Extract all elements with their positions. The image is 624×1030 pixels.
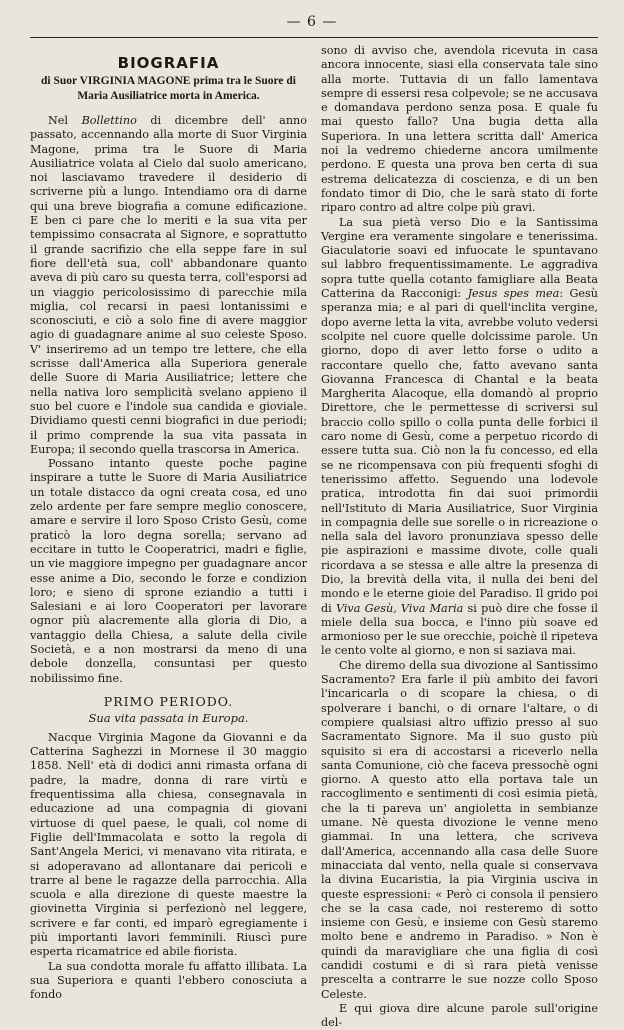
purpose-paragraph: Possano intanto queste poche pagine inspirare a tutte le Suore di Maria Ausiliatrice un totale distacco da ogni creata cosa, ed uno zelo ardente per fare sempre meglio conoscere, amare e servire il loro Sposo Cristo Gesù, come praticò la loro degna sorella; servano ad eccitare in tutto le Cooperatrici, madri e figlie, un vie maggiore impegno per guadagnare ancor esse anime a Dio, secondo le forze e condizion loro; e sieno di sprone eziandio a tutti i Salesiani e ai loro Cooperatori per lavorare ognor più alacremente alla gloria di Dio, a vantaggio della Chiesa, a salute della civile Società, e a non mostrarsi da meno di una debole donzella, consuntasi per questo nobilissimo fine. bbox=[30, 457, 307, 685]
piety-paragraph: La sua pietà verso Dio e la Santissima Vergine era veramente singolare e tenerissima. Giaculatorie soavi ed infuocate le spuntavano sul labbro frequentissimamente. Le aggradiva sopra tutte quella cotanto famigliare alla Beata Catterina da Racconigi: Jesus spes mea: Gesù speranza mia; e al pari di quell'inclita vergine, dopo averne letta la vita, avrebbe voluto vedersi scolpite nel cuore quelle dolcissime parole. Un giorno, dopo di aver letto forse o udito a raccontare quello che, fatto avevano santa Giovanna Francesca di Chantal e la beata Margherita Alacoque, ella domandò al proprio Direttore, che le permettesse di scriversi sul braccio collo spillo o colla punta delle forbici il caro nome di Gesù, come a perpetuo ricordo di essere tutta sua. Ciò non la fu concesso, ed ella se ne ricompensava con più frequenti sfoghi di tenerissimo affetto. Seguendo una lodevole pratica, introdotta fin dai suoi primordii nell'Istituto di Maria Ausiliatrice, Suor Virginia in compagnia delle sue sorelle o in ricreazione o nella sala del lavoro pronunziava spesso delle pie aspirazioni e massime divote, colle quali ricordava a se stessa e alle altre la presenza di Dio, la brevità della vita, il nulla dei beni del mondo e le eterne gioie del Paradiso. Il grido poi di Viva Gesù, Viva Maria si può dire che fosse il miele della sua bocca, e l'inno più soave ed armonioso per le sue orecchie, poichè il ripeteva le cento volte al giorno, e non si saziava mai. bbox=[321, 215, 598, 658]
birth-paragraph: Nacque Virginia Magone da Giovanni e da Catterina Saghezzi in Mornese il 30 maggio 1858. Nell' età di dodici anni rimasta orfana di padre, la madre, donna di rare virtù e frequentissima alla chiesa, consegnavala in educazione ad una compagnia di giovani virtuose di quel paese, le quali, col nome di Figlie dell'Immacolata e sotto la regola di Sant'Angela Merici, vi menavano vita ritirata, e si adoperavano ad allontanare dai pericoli e trarre al bene le ragazze della parrocchia. Alla scuola e alla direzione di queste maestre la giovinetta Virginia si perfezionò nel leggere, scrivere e far conti, ed imparò egregiamente i più importanti lavori femminili. Riuscì pure esperta ricamatrice ed abile fiorista. bbox=[30, 730, 307, 959]
acclamation: Viva Gesù, Viva Maria bbox=[335, 601, 464, 615]
right-column bbox=[321, 44, 598, 1030]
latin-motto: Jesus spes mea bbox=[467, 287, 560, 301]
continued-paragraph: sono di avviso che, avendola ricevuta in casa ancora innocente, siasi ella conservata tale sino alla morte. Tuttavia di un fallo lamentava sempre di essersi resa colpevole; se ne accusava e domandava perdono senza posa. E quale fu mai questo fallo? Una bugia detta alla Superiora. In una lettera scritta dall' America noi la vedremo chiederne ancora umilmente perdono. E questa una prova ben certa di sua estrema delicatezza di coscienza, e di un ben fondato timor di Dio, che le sarà stato di forte riparo contro ad altre colpe più gravi. bbox=[321, 44, 598, 215]
section-title: PRIMO PERIODO. bbox=[103, 693, 234, 709]
text-columns bbox=[30, 44, 598, 1030]
page-number: — 6 — bbox=[286, 14, 338, 30]
periodical-name: Bollettino bbox=[81, 114, 137, 127]
intro-paragraph: Nel Bollettino di dicembre dell' anno passato, accennando alla morte di Suor Virginia Magone, prima tra le Suore di Maria Ausiliatrice volata al Cielo dal suolo americano, noi lasciavamo travedere il desiderio di scriverne più a lungo. Intendiamo ora di darne qui una breve biografia a comune edificazione. E ben ci pare che lo meriti e la sua vita per tempissimo consacrata al Signore, e soprattutto il grande sacrifizio che ella seppe fare in sul fiore dell'età sua, coll' abbandonare quanto aveva di più caro su questa terra, coll'esporsi ad un viaggio pericolosissimo di parecchie mila miglia, col recarsi in paesi lontanissimi e sconosciuti, e ciò a solo fine di avere maggior agio di guadagnare anime al suo celeste Sposo. V' inseriremo ad un tempo tre lettere, che ella scrisse dall'America alla Superiora generale delle Suore di Maria Ausiliatrice; lettere che nella nativa loro semplicità svelano appieno il suo bel cuore e l'indole sua candida e gioviale. Dividiamo questi cenni biografici in due periodi; il primo comprende la sua vita passata in Europa; il secondo quella trascorsa in America. bbox=[30, 114, 307, 456]
header-rule bbox=[30, 37, 598, 38]
sacrament-paragraph: Che diremo della sua divozione al Santissimo Sacramento? Era farle il più ambito dei favori l'incaricarla o di scopare la chiesa, o di spolverare i banchi, o di ornare l'altare, o di compiere qualsiasi altro uffizio presso al suo Sacramentato Signore. Ma il suo gusto più squisito si era di accostarsi a riceverlo nella santa Comunione, ciò che faceva pressochè ogni giorno. A questo atto ella portava tale un raccoglimento e sentimenti di così esimia pietà, che la ti pareva un' angioletta in sembianze umane. Nè questa divozione le venne meno giammai. In una lettera, che scriveva dall'America, accennando alla casa delle Suore minacciata dal vento, nella quale si conservava la divina Eucaristia, la pia Virginia usciva in queste espressioni: « Però ci consola il pensiero che se la casa cade, noi resteremo di sotto insieme con Gesù, e insieme con Gesù staremo molto bene e andremo in Paradiso. » Non è quindi da maravigliare che una figlia di così candidi costumi e di sì rara pietà venisse prescelta a contrarre le sue nozze collo Sposo Celeste. bbox=[321, 658, 598, 1001]
closing-paragraph: E qui giova dire alcune parole sull'origine del- bbox=[321, 1001, 598, 1030]
section-subtitle: Sua vita passata in Europa. bbox=[88, 710, 249, 725]
article-subtitle: di Suor VIRGINIA MAGONE prima tra le Suore di Maria Ausiliatrice morta in America. bbox=[41, 75, 296, 102]
article-title: BIOGRAFIA bbox=[117, 54, 220, 72]
left-column bbox=[30, 44, 307, 1002]
conduct-paragraph: La sua condotta morale fu affatto illibata. La sua Superiora e quanti l'ebbero conosciuta a fondo bbox=[30, 959, 307, 1002]
